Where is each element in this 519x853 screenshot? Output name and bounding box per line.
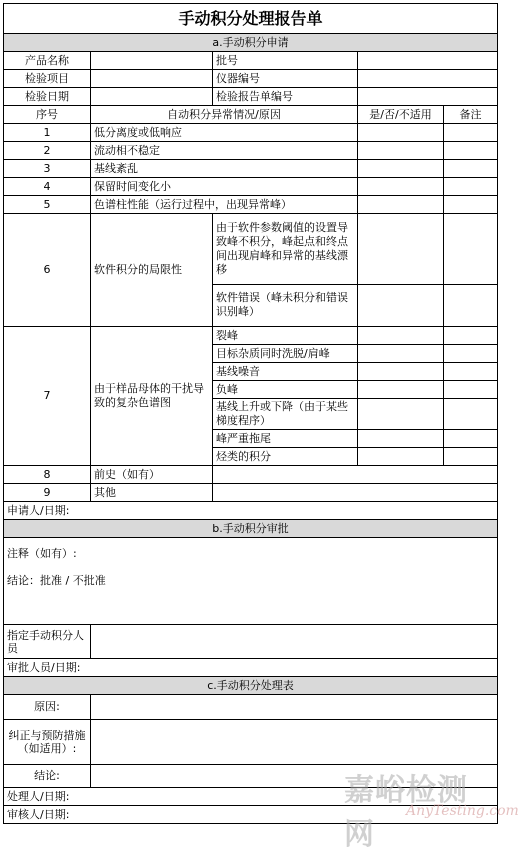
label-product-name: 产品名称 [4,52,91,70]
reviewer-date-field[interactable]: 审核人/日期: [4,806,498,824]
row-number: 9 [4,484,91,502]
field-test-item[interactable] [91,70,213,88]
table-row [4,160,498,178]
row-remark-cell[interactable] [444,448,498,466]
assign-person-field[interactable] [91,625,498,659]
row-reason: 软件积分的局限性 [91,214,213,327]
col-header-remark: 备注 [444,106,498,124]
table-row [4,178,498,196]
conclusion-field[interactable] [91,765,498,788]
table-row [4,142,498,160]
approval-conclusion-label: 结论：批准 / 不批准 [7,574,106,587]
row-remark-cell[interactable] [444,284,498,326]
field-instrument-no[interactable] [358,70,498,88]
row-reason: 低分离度或低响应 [91,124,358,142]
table-row [4,484,498,502]
row-remark-cell[interactable] [444,214,498,285]
row-yes-no-cell[interactable] [358,345,444,363]
col-header-seq: 序号 [4,106,91,124]
row-number: 7 [4,327,91,466]
section-c-header: c.手动积分处理表 [4,677,498,695]
label-test-date: 检验日期 [4,88,91,106]
row-yes-no-cell[interactable] [358,327,444,345]
row-other-field[interactable] [213,484,498,502]
sub-reason: 峰严重拖尾 [213,430,358,448]
row-remark-cell[interactable] [444,196,498,214]
row-number: 5 [4,196,91,214]
sub-reason: 负峰 [213,381,358,399]
assign-person-label: 指定手动积分人员 [4,625,91,659]
row-remark-cell[interactable] [444,124,498,142]
form-title: 手动积分处理报告单 [4,4,498,34]
row-yes-no-cell[interactable] [358,284,444,326]
col-header-yes-no: 是/否/不适用 [358,106,444,124]
table-row [4,124,498,142]
row-yes-no-cell[interactable] [358,124,444,142]
field-product-name[interactable] [91,52,213,70]
sub-reason: 基线上升或下降（由于某些梯度程序） [213,399,358,430]
row-number: 8 [4,466,91,484]
sub-reason: 基线噪音 [213,363,358,381]
row-number: 6 [4,214,91,327]
table-row [4,327,498,345]
label-batch-no: 批号 [213,52,358,70]
row-yes-no-cell[interactable] [358,399,444,430]
conclusion-label: 结论: [4,765,91,788]
capa-field[interactable] [91,720,498,765]
row-history-field[interactable] [213,466,498,484]
table-row [4,466,498,484]
row-reason: 色谱柱性能（运行过程中，出现异常峰） [91,196,358,214]
row-remark-cell[interactable] [444,381,498,399]
row-number: 4 [4,178,91,196]
table-row [4,214,498,285]
capa-label: 纠正与预防措施（如适用）: [4,720,91,765]
approver-date-field[interactable]: 审批人员/日期: [4,659,498,677]
sub-reason: 由于软件参数阈值的设置导致峰不积分，峰起点和终点间出现肩峰和异常的基线漂移 [213,214,358,285]
col-header-reason: 自动积分异常情况/原因 [91,106,358,124]
row-remark-cell[interactable] [444,345,498,363]
section-b-header: b.手动积分审批 [4,520,498,538]
cause-field[interactable] [91,695,498,720]
row-yes-no-cell[interactable] [358,381,444,399]
row-remark-cell[interactable] [444,399,498,430]
approval-note-label: 注释（如有）: [7,547,77,560]
row-reason: 前史（如有） [91,466,213,484]
handler-date-field[interactable]: 处理人/日期: [4,788,498,806]
row-remark-cell[interactable] [444,363,498,381]
cause-label: 原因: [4,695,91,720]
row-yes-no-cell[interactable] [358,363,444,381]
row-reason: 保留时间变化小 [91,178,358,196]
field-batch-no[interactable] [358,52,498,70]
watermark-en: AnyTesting.com [406,803,519,819]
row-yes-no-cell[interactable] [358,160,444,178]
approval-notes-block[interactable] [4,538,498,625]
row-yes-no-cell[interactable] [358,214,444,285]
field-report-no[interactable] [358,88,498,106]
label-test-item: 检验项目 [4,70,91,88]
row-yes-no-cell[interactable] [358,448,444,466]
row-reason: 由于样品母体的干扰导致的复杂色谱图 [91,327,213,466]
row-yes-no-cell[interactable] [358,430,444,448]
label-instrument-no: 仪器编号 [213,70,358,88]
field-test-date[interactable] [91,88,213,106]
sub-reason: 软件错误（峰未积分和错误识别峰） [213,284,358,326]
row-yes-no-cell[interactable] [358,196,444,214]
row-number: 2 [4,142,91,160]
section-a-header: a.手动积分申请 [4,34,498,52]
row-number: 1 [4,124,91,142]
sub-reason: 裂峰 [213,327,358,345]
row-reason: 其他 [91,484,213,502]
watermark-cn: 嘉峪检测网 [344,773,468,852]
row-reason: 流动相不稳定 [91,142,358,160]
report-table [3,3,498,824]
row-remark-cell[interactable] [444,327,498,345]
row-yes-no-cell[interactable] [358,142,444,160]
row-remark-cell[interactable] [444,142,498,160]
sub-reason: 目标杂质同时洗脱/肩峰 [213,345,358,363]
row-remark-cell[interactable] [444,178,498,196]
applicant-date-field[interactable]: 申请人/日期: [4,502,498,520]
report-form [3,3,497,824]
row-number: 3 [4,160,91,178]
row-yes-no-cell[interactable] [358,178,444,196]
row-reason: 基线紊乱 [91,160,358,178]
table-row [4,196,498,214]
label-report-no: 检验报告单编号 [213,88,358,106]
row-remark-cell[interactable] [444,430,498,448]
row-remark-cell[interactable] [444,160,498,178]
sub-reason: 烃类的积分 [213,448,358,466]
